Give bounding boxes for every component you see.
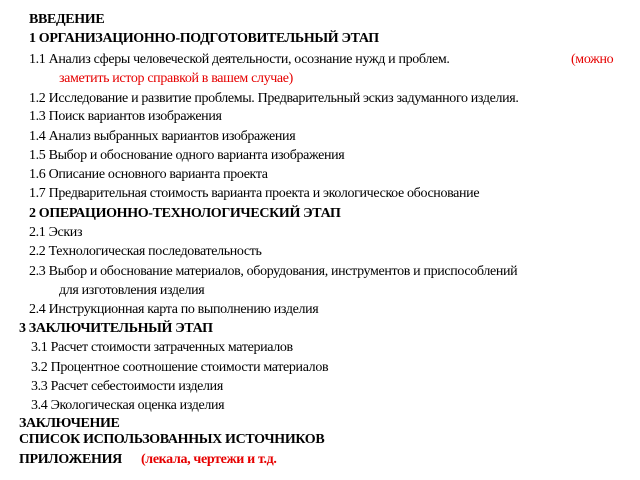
item-1-1-note: заметить истор справкой в вашем случае) (59, 71, 293, 86)
item-1-1-text: 1.1 Анализ сферы человеческой деятельности, осознание нужд и проблем. (29, 52, 450, 67)
item-1-1-note-start: (можно (571, 52, 614, 67)
item-2-3-continuation: для изготовления изделия (59, 283, 205, 298)
item-3-4: 3.4 Экологическая оценка изделия (31, 398, 225, 413)
item-2-2: 2.2 Технологическая последовательность (29, 244, 262, 259)
item-2-3-text: 2.3 Выбор и обоснование материалов, оборудования, инструментов и приспособлений (29, 264, 518, 279)
intro-heading: ВВЕДЕНИЕ (29, 12, 105, 27)
appendix-heading: ПРИЛОЖЕНИЯ (19, 452, 122, 467)
item-1-5: 1.5 Выбор и обоснование одного варианта изображения (29, 148, 345, 163)
item-2-4: 2.4 Инструкционная карта по выполнению изделия (29, 302, 319, 317)
item-3-1: 3.1 Расчет стоимости затраченных материалов (31, 340, 293, 355)
item-1-3: 1.3 Поиск вариантов изображения (29, 109, 222, 124)
item-3-2: 3.2 Процентное соотношение стоимости материалов (31, 360, 329, 375)
item-1-6: 1.6 Описание основного варианта проекта (29, 167, 268, 182)
conclusion-heading: ЗАКЛЮЧЕНИЕ (19, 416, 120, 431)
item-1-2: 1.2 Исследование и развитие проблемы. Предварительный эскиз задуманного изделия. (29, 91, 519, 106)
section-1-heading: 1 ОРГАНИЗАЦИОННО-ПОДГОТОВИТЕЛЬНЫЙ ЭТАП (29, 31, 379, 46)
section-2-heading: 2 ОПЕРАЦИОННО-ТЕХНОЛОГИЧЕСКИЙ ЭТАП (29, 206, 341, 221)
item-1-4: 1.4 Анализ выбранных вариантов изображения (29, 129, 296, 144)
item-2-1: 2.1 Эскиз (29, 225, 83, 240)
item-1-7: 1.7 Предварительная стоимость варианта проекта и экологическое обоснование (29, 186, 480, 201)
appendix-note: (лекала, чертежи и т.д. (141, 452, 277, 467)
section-3-heading: 3 ЗАКЛЮЧИТЕЛЬНЫЙ ЭТАП (19, 321, 213, 336)
sources-heading: СПИСОК ИСПОЛЬЗОВАННЫХ ИСТОЧНИКОВ (19, 432, 325, 447)
item-3-3: 3.3 Расчет себестоимости изделия (31, 379, 223, 394)
